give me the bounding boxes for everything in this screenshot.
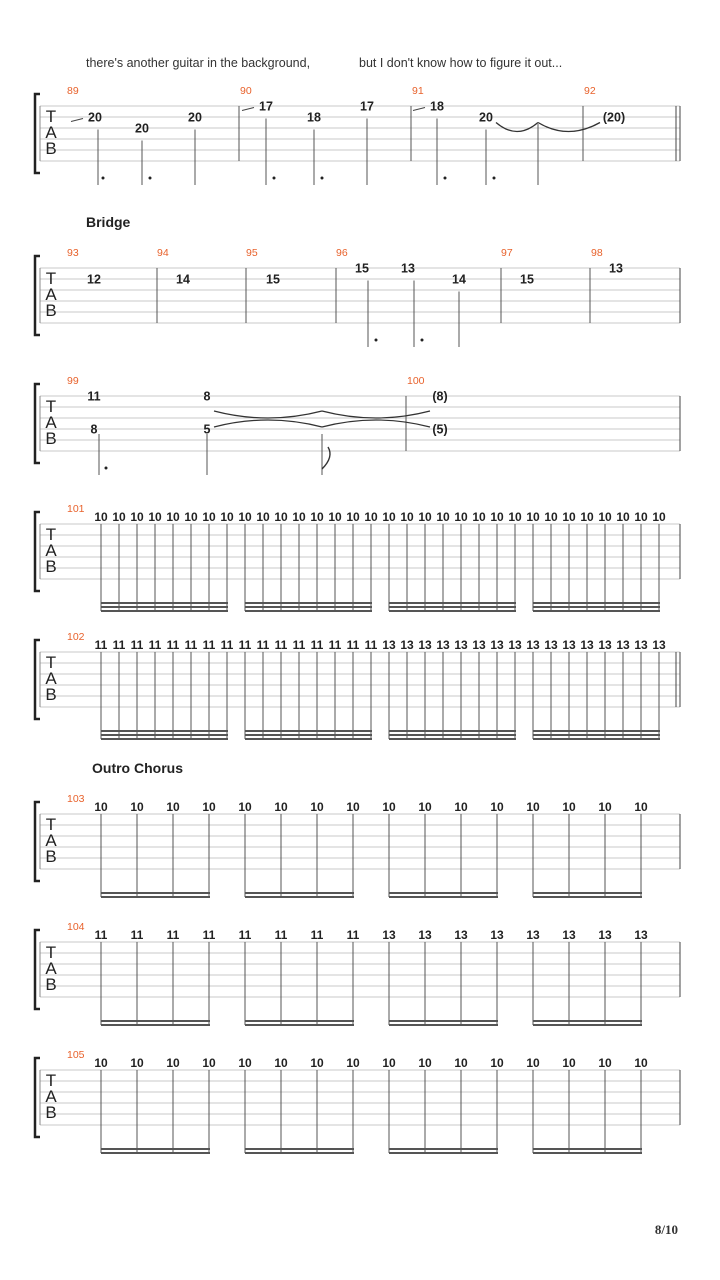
tab-clef-letter: A bbox=[45, 123, 57, 142]
fret-number: 10 bbox=[166, 510, 180, 524]
fret-number: 11 bbox=[346, 638, 360, 652]
fret-number: 13 bbox=[544, 638, 558, 652]
beam bbox=[533, 730, 660, 732]
measure-number: 91 bbox=[412, 85, 424, 97]
dot bbox=[375, 339, 378, 342]
fret-number: 10 bbox=[598, 510, 612, 524]
fret-number: 20 bbox=[188, 110, 202, 125]
fret-number: 11 bbox=[166, 928, 180, 942]
beam bbox=[533, 892, 642, 894]
fret-number: 11 bbox=[238, 928, 252, 942]
fret-number: 10 bbox=[382, 1056, 396, 1070]
beam bbox=[245, 896, 354, 898]
fret-number: 10 bbox=[310, 510, 324, 524]
fret-number: 14 bbox=[452, 272, 466, 287]
fret-number: 10 bbox=[598, 800, 612, 814]
fret-number: 11 bbox=[256, 638, 270, 652]
fret-number: 13 bbox=[634, 638, 648, 652]
beam bbox=[101, 734, 228, 736]
beam bbox=[389, 1020, 498, 1022]
fret-number: 18 bbox=[430, 99, 444, 114]
fret-number: 11 bbox=[292, 638, 306, 652]
fret-number: 20 bbox=[135, 121, 149, 136]
fret-number: (8) bbox=[432, 389, 448, 404]
measure-number: 101 bbox=[67, 503, 85, 515]
fret-number: 11 bbox=[274, 638, 288, 652]
measure-number: 93 bbox=[67, 247, 79, 259]
beam bbox=[389, 610, 516, 612]
slide-mark bbox=[71, 119, 83, 122]
staff-bracket bbox=[35, 94, 40, 173]
tab-clef-letter: B bbox=[45, 139, 57, 158]
beam bbox=[389, 896, 498, 898]
fret-number: 10 bbox=[166, 1056, 180, 1070]
fret-number: 10 bbox=[526, 1056, 540, 1070]
fret-number: 13 bbox=[418, 928, 432, 942]
tab-clef-letter: A bbox=[45, 831, 57, 850]
tab-clef-letter: A bbox=[45, 959, 57, 978]
tab-clef-letter: T bbox=[45, 1071, 57, 1090]
measure-number: 92 bbox=[584, 85, 596, 97]
fret-number: 13 bbox=[580, 638, 594, 652]
tab-clef-letter: A bbox=[45, 285, 57, 304]
fret-number: 15 bbox=[266, 272, 280, 287]
fret-number: 13 bbox=[472, 638, 486, 652]
slide-mark bbox=[242, 108, 254, 111]
fret-number: 11 bbox=[220, 638, 234, 652]
fret-number: 10 bbox=[238, 1056, 252, 1070]
fret-number: 20 bbox=[479, 110, 493, 125]
measure-number: 99 bbox=[67, 375, 79, 387]
fret-number: 10 bbox=[562, 1056, 576, 1070]
fret-number: 11 bbox=[310, 638, 324, 652]
fret-number: 10 bbox=[508, 510, 522, 524]
fret-number: 10 bbox=[490, 1056, 504, 1070]
fret-number: 17 bbox=[259, 99, 273, 114]
fret-number: 10 bbox=[274, 800, 288, 814]
tab-clef-letter: T bbox=[45, 653, 57, 672]
fret-number: 10 bbox=[202, 1056, 216, 1070]
fret-number: 10 bbox=[436, 510, 450, 524]
fret-number: 10 bbox=[454, 1056, 468, 1070]
beam bbox=[245, 892, 354, 894]
fret-number: 10 bbox=[454, 800, 468, 814]
fret-number: 10 bbox=[562, 510, 576, 524]
fret-number: 10 bbox=[112, 510, 126, 524]
beam bbox=[245, 606, 372, 608]
tab-clef-letter: B bbox=[45, 847, 57, 866]
fret-number: 13 bbox=[382, 928, 396, 942]
fret-number: 13 bbox=[401, 261, 415, 276]
beam bbox=[245, 1024, 354, 1026]
tab-clef-letter: A bbox=[45, 1087, 57, 1106]
beam bbox=[533, 602, 660, 604]
measure-number: 103 bbox=[67, 793, 85, 805]
fret-number: 10 bbox=[130, 510, 144, 524]
fret-number: 11 bbox=[112, 638, 126, 652]
beam bbox=[101, 606, 228, 608]
tie-arc bbox=[322, 411, 430, 418]
fret-number: 13 bbox=[382, 638, 396, 652]
beam bbox=[533, 606, 660, 608]
fret-number: 13 bbox=[652, 638, 666, 652]
fret-number: 10 bbox=[238, 510, 252, 524]
fret-number: 10 bbox=[328, 510, 342, 524]
fret-number: 10 bbox=[202, 510, 216, 524]
staff-bracket bbox=[35, 930, 40, 1009]
beam bbox=[533, 1020, 642, 1022]
fret-number: 10 bbox=[130, 1056, 144, 1070]
fret-number: 10 bbox=[310, 800, 324, 814]
beam bbox=[101, 1020, 210, 1022]
beam bbox=[101, 738, 228, 740]
measure-number: 105 bbox=[67, 1049, 85, 1061]
fret-number: 10 bbox=[454, 510, 468, 524]
staff-bracket bbox=[35, 256, 40, 335]
staff-system-4 bbox=[35, 503, 680, 612]
fret-number: 10 bbox=[472, 510, 486, 524]
fret-number: 20 bbox=[88, 110, 102, 125]
fret-number: 10 bbox=[274, 1056, 288, 1070]
fret-number: 18 bbox=[307, 110, 321, 125]
fret-number: 10 bbox=[166, 800, 180, 814]
tab-clef-letter: B bbox=[45, 429, 57, 448]
fret-number: 13 bbox=[454, 638, 468, 652]
slide-mark bbox=[413, 108, 425, 111]
fret-number: 10 bbox=[238, 800, 252, 814]
fret-number: 10 bbox=[184, 510, 198, 524]
tie-arc bbox=[538, 123, 600, 132]
beam bbox=[101, 896, 210, 898]
dot bbox=[444, 177, 447, 180]
fret-number: 11 bbox=[328, 638, 342, 652]
measure-number: 102 bbox=[67, 631, 85, 643]
fret-number: 11 bbox=[202, 638, 216, 652]
fret-number: 10 bbox=[346, 1056, 360, 1070]
fret-number: 10 bbox=[130, 800, 144, 814]
measure-number: 98 bbox=[591, 247, 603, 259]
tie-arc bbox=[496, 123, 538, 132]
beam bbox=[101, 610, 228, 612]
tab-clef-letter: T bbox=[45, 525, 57, 544]
fret-number: 13 bbox=[562, 638, 576, 652]
fret-number: 8 bbox=[90, 422, 98, 437]
tab-clef-letter: B bbox=[45, 975, 57, 994]
beam bbox=[101, 602, 228, 604]
fret-number: 11 bbox=[238, 638, 252, 652]
beam bbox=[101, 1148, 210, 1150]
page-number: 8/10 bbox=[654, 1222, 678, 1237]
beam bbox=[245, 734, 372, 736]
fret-number: 5 bbox=[203, 422, 211, 437]
staff-bracket bbox=[35, 640, 40, 719]
fret-number: 10 bbox=[94, 1056, 108, 1070]
fret-number: 10 bbox=[418, 800, 432, 814]
fret-number: 10 bbox=[202, 800, 216, 814]
fret-number: 10 bbox=[562, 800, 576, 814]
fret-number: 10 bbox=[220, 510, 234, 524]
beam bbox=[389, 1024, 498, 1026]
staff-system-2 bbox=[35, 247, 680, 347]
fret-number: 13 bbox=[526, 928, 540, 942]
fret-number: 10 bbox=[292, 510, 306, 524]
dot bbox=[149, 177, 152, 180]
tab-clef-letter: B bbox=[45, 557, 57, 576]
fret-number: 10 bbox=[616, 510, 630, 524]
beam bbox=[533, 1148, 642, 1150]
fret-number: 13 bbox=[436, 638, 450, 652]
fret-number: 13 bbox=[562, 928, 576, 942]
section-title-outro: Outro Chorus bbox=[92, 760, 183, 776]
fret-number: 11 bbox=[310, 928, 324, 942]
fret-number: 13 bbox=[418, 638, 432, 652]
fret-number: 13 bbox=[609, 261, 623, 276]
beam bbox=[245, 730, 372, 732]
beam bbox=[533, 610, 660, 612]
measure-number: 97 bbox=[501, 247, 513, 259]
fret-number: 10 bbox=[364, 510, 378, 524]
fret-number: 11 bbox=[274, 928, 288, 942]
beam bbox=[389, 734, 516, 736]
fret-number: 10 bbox=[634, 510, 648, 524]
fret-number: 13 bbox=[400, 638, 414, 652]
dot bbox=[273, 177, 276, 180]
fret-number: 10 bbox=[382, 510, 396, 524]
fret-number: 10 bbox=[148, 510, 162, 524]
fret-number: 10 bbox=[382, 800, 396, 814]
beam bbox=[533, 734, 660, 736]
beam bbox=[245, 1152, 354, 1154]
annotation-right: but I don't know how to figure it out... bbox=[359, 56, 563, 70]
fret-number: 15 bbox=[355, 261, 369, 276]
fret-number: 11 bbox=[148, 638, 162, 652]
fret-number: 10 bbox=[526, 800, 540, 814]
beam bbox=[245, 1020, 354, 1022]
measure-number: 96 bbox=[336, 247, 348, 259]
fret-number: 10 bbox=[544, 510, 558, 524]
tab-clef-letter: A bbox=[45, 669, 57, 688]
beam bbox=[389, 606, 516, 608]
dot bbox=[105, 467, 108, 470]
fret-number: 11 bbox=[87, 389, 101, 404]
fret-number: 13 bbox=[490, 928, 504, 942]
staff-system-1 bbox=[35, 85, 680, 185]
measure-number: 89 bbox=[67, 85, 79, 97]
fret-number: 10 bbox=[418, 1056, 432, 1070]
tab-clef-letter: B bbox=[45, 1103, 57, 1122]
measure-number: 95 bbox=[246, 247, 258, 259]
fret-number: 10 bbox=[346, 800, 360, 814]
fret-number: 10 bbox=[94, 510, 108, 524]
tie-arc bbox=[214, 420, 322, 427]
fret-number: 11 bbox=[184, 638, 198, 652]
fret-number: (20) bbox=[602, 110, 626, 125]
fret-number: 12 bbox=[87, 272, 101, 287]
beam bbox=[101, 1024, 210, 1026]
tab-clef-letter: T bbox=[45, 943, 57, 962]
fret-number: 11 bbox=[166, 638, 180, 652]
fret-number: 11 bbox=[130, 928, 144, 942]
beam bbox=[389, 1148, 498, 1150]
fret-number: 10 bbox=[400, 510, 414, 524]
beam bbox=[389, 730, 516, 732]
fret-number: 10 bbox=[634, 1056, 648, 1070]
measure-number: 104 bbox=[67, 921, 85, 933]
beam bbox=[245, 602, 372, 604]
fret-number: 10 bbox=[652, 510, 666, 524]
measure-number: 90 bbox=[240, 85, 252, 97]
fret-number: 13 bbox=[526, 638, 540, 652]
fret-number: 11 bbox=[202, 928, 216, 942]
staff-bracket bbox=[35, 1058, 40, 1137]
beam bbox=[389, 892, 498, 894]
staff-bracket bbox=[35, 802, 40, 881]
beam bbox=[245, 738, 372, 740]
tab-clef-letter: A bbox=[45, 413, 57, 432]
measure-number: 100 bbox=[407, 375, 425, 387]
fret-number: 10 bbox=[346, 510, 360, 524]
beam bbox=[101, 730, 228, 732]
fret-number: 13 bbox=[634, 928, 648, 942]
fret-number: 10 bbox=[598, 1056, 612, 1070]
staff-system-5 bbox=[35, 631, 680, 740]
fret-number: 8 bbox=[203, 389, 211, 404]
beam bbox=[389, 1152, 498, 1154]
tab-clef-letter: A bbox=[45, 541, 57, 560]
staff-system-8 bbox=[35, 1049, 680, 1154]
tab-clef-letter: T bbox=[45, 397, 57, 416]
beam bbox=[533, 1152, 642, 1154]
staff-bracket bbox=[35, 512, 40, 591]
fret-number: 17 bbox=[360, 99, 374, 114]
fret-number: 10 bbox=[490, 800, 504, 814]
beam bbox=[389, 738, 516, 740]
fret-number: (5) bbox=[432, 422, 448, 437]
tab-clef-letter: B bbox=[45, 301, 57, 320]
staff-bracket bbox=[35, 384, 40, 463]
fret-number: 10 bbox=[274, 510, 288, 524]
beam bbox=[245, 1148, 354, 1150]
tie-arc bbox=[214, 411, 322, 418]
tie-arc bbox=[322, 420, 430, 427]
beam bbox=[533, 896, 642, 898]
fret-number: 14 bbox=[176, 272, 190, 287]
tab-clef-letter: T bbox=[45, 815, 57, 834]
dot bbox=[421, 339, 424, 342]
section-title-bridge: Bridge bbox=[86, 214, 131, 230]
fret-number: 11 bbox=[364, 638, 378, 652]
dot bbox=[321, 177, 324, 180]
fret-number: 13 bbox=[490, 638, 504, 652]
fret-number: 10 bbox=[526, 510, 540, 524]
dot bbox=[102, 177, 105, 180]
staff-system-7 bbox=[35, 921, 680, 1026]
beam bbox=[101, 1152, 210, 1154]
fret-number: 10 bbox=[256, 510, 270, 524]
fret-number: 10 bbox=[490, 510, 504, 524]
fret-number: 10 bbox=[310, 1056, 324, 1070]
fret-number: 10 bbox=[94, 800, 108, 814]
beam bbox=[245, 610, 372, 612]
beam bbox=[533, 1024, 642, 1026]
measure-number: 94 bbox=[157, 247, 169, 259]
tab-clef-letter: T bbox=[45, 107, 57, 126]
fret-number: 13 bbox=[598, 638, 612, 652]
fret-number: 10 bbox=[418, 510, 432, 524]
beam bbox=[533, 738, 660, 740]
dot bbox=[493, 177, 496, 180]
flag bbox=[322, 447, 330, 469]
annotation-left: there's another guitar in the background, bbox=[86, 56, 311, 70]
fret-number: 11 bbox=[94, 928, 108, 942]
beam bbox=[101, 892, 210, 894]
tab-clef-letter: T bbox=[45, 269, 57, 288]
fret-number: 13 bbox=[508, 638, 522, 652]
fret-number: 11 bbox=[130, 638, 144, 652]
fret-number: 10 bbox=[580, 510, 594, 524]
fret-number: 13 bbox=[454, 928, 468, 942]
beam bbox=[389, 602, 516, 604]
tab-clef-letter: B bbox=[45, 685, 57, 704]
staff-system-6 bbox=[35, 793, 680, 898]
fret-number: 13 bbox=[616, 638, 630, 652]
fret-number: 10 bbox=[634, 800, 648, 814]
fret-number: 15 bbox=[520, 272, 534, 287]
fret-number: 11 bbox=[346, 928, 360, 942]
fret-number: 13 bbox=[598, 928, 612, 942]
staff-system-3 bbox=[35, 375, 680, 475]
fret-number: 11 bbox=[94, 638, 108, 652]
